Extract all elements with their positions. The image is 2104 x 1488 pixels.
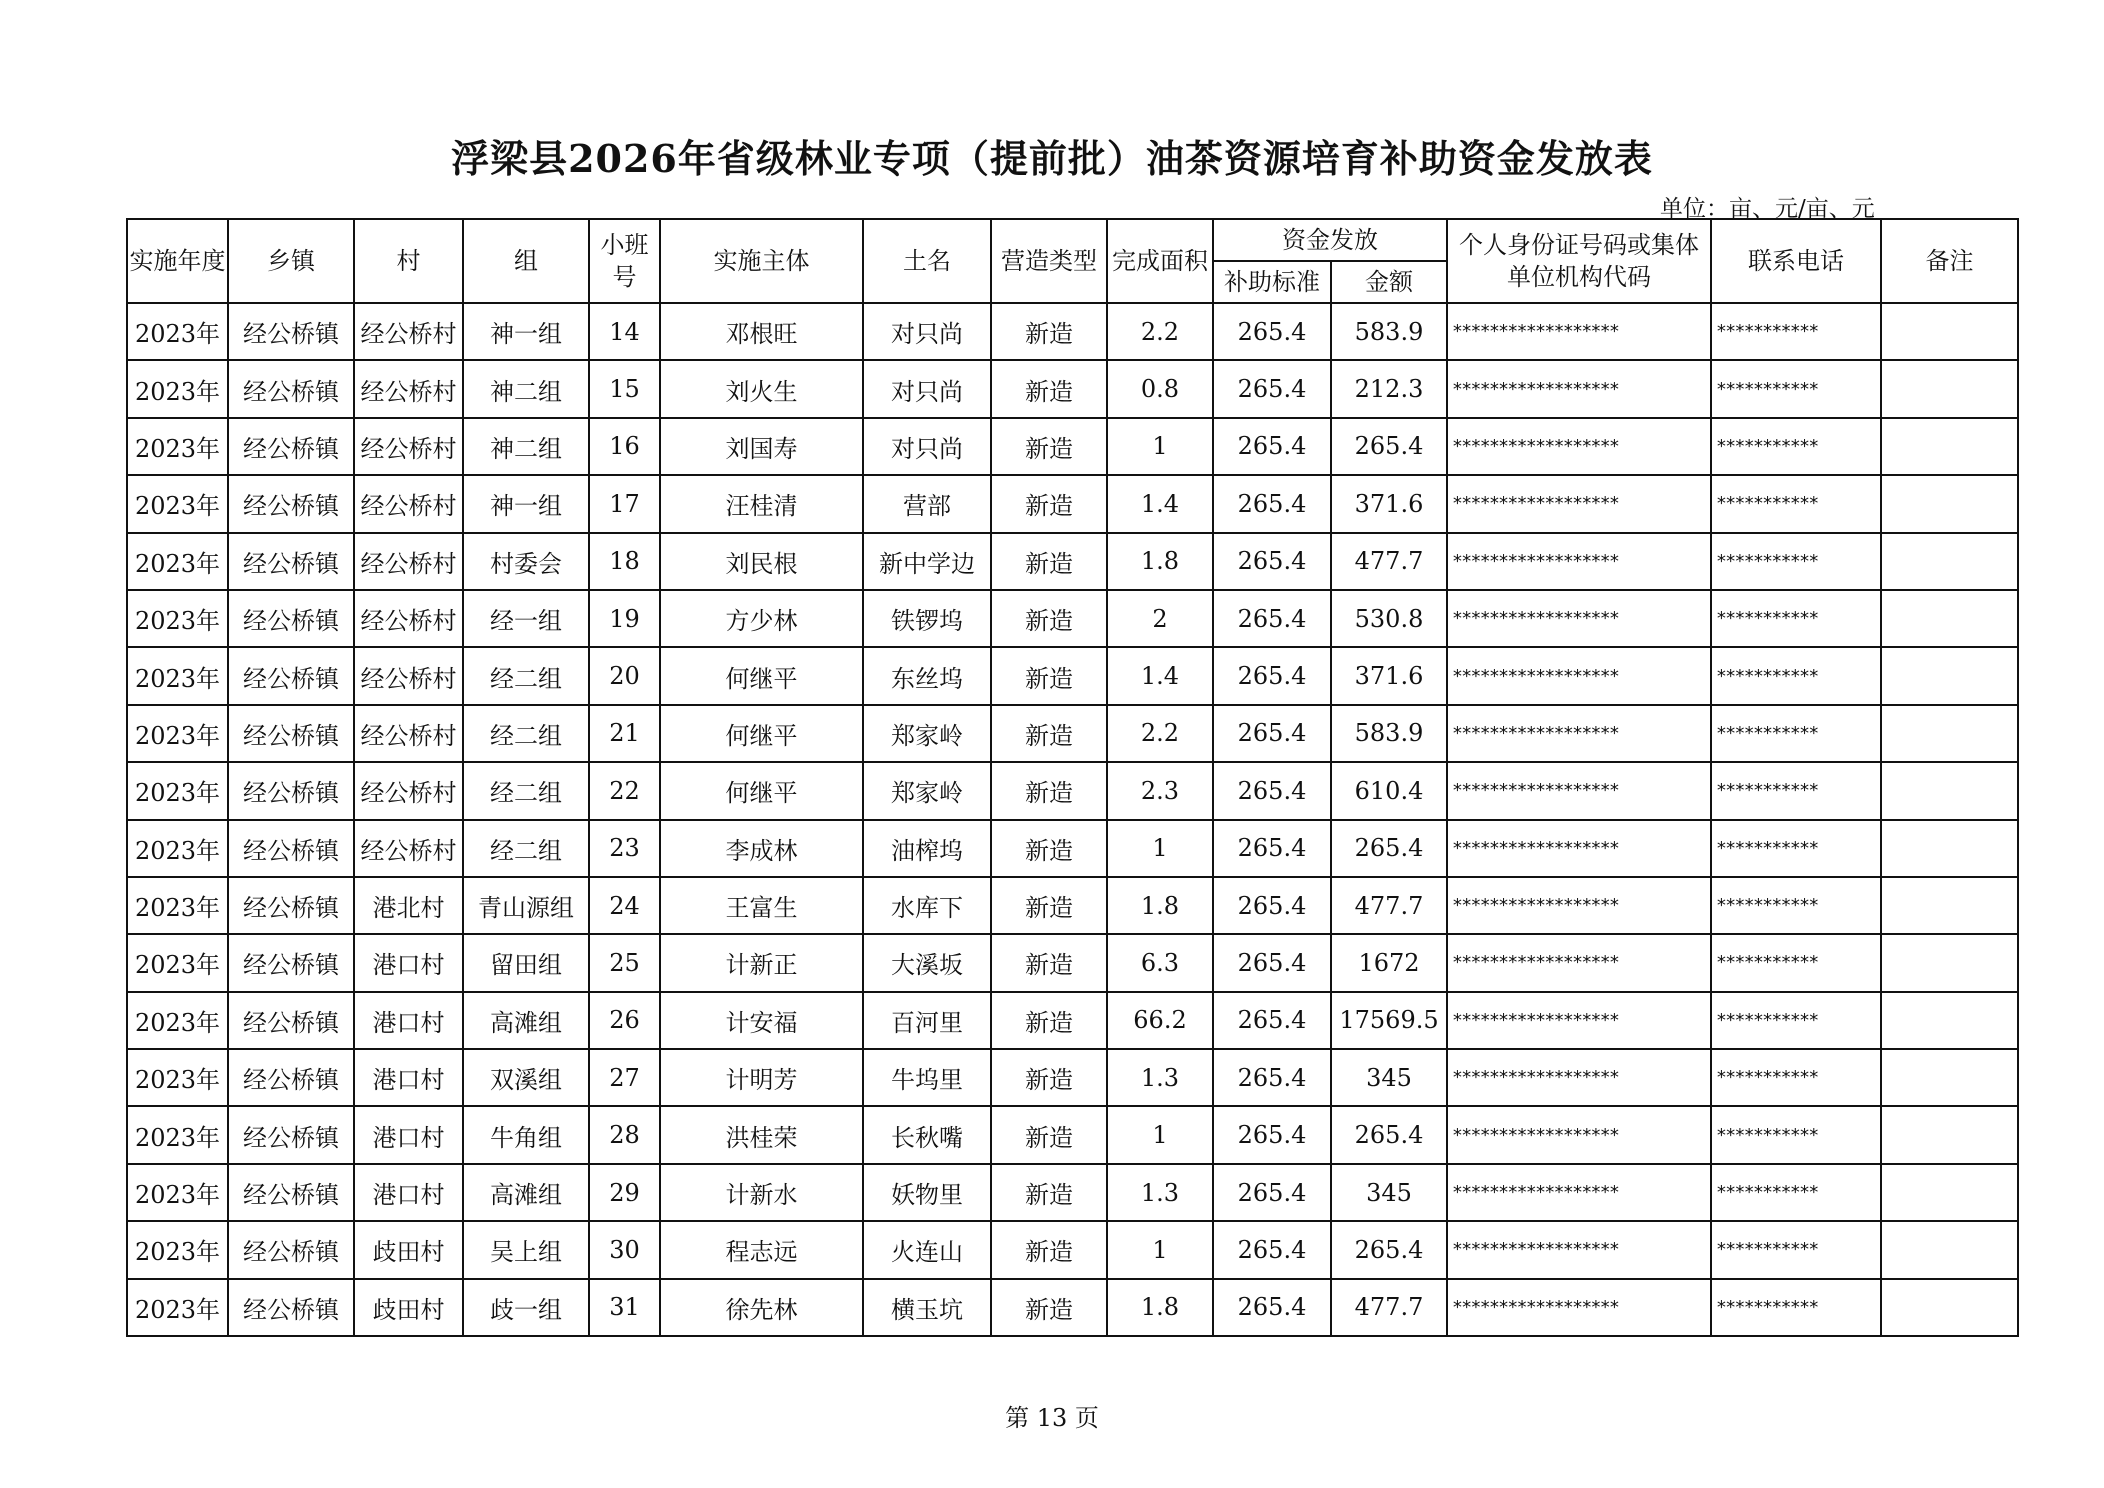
- cell-phone: ***********: [1711, 934, 1881, 991]
- cell-entity: 计明芳: [660, 1049, 863, 1106]
- cell-year: 2023年: [127, 1106, 228, 1163]
- cell-remark: [1881, 418, 2018, 475]
- cell-group: 青山源组: [463, 877, 589, 934]
- cell-village: 经公桥村: [354, 533, 463, 590]
- cell-place: 大溪坂: [863, 934, 991, 991]
- cell-entity: 洪桂荣: [660, 1106, 863, 1163]
- cell-remark: [1881, 934, 2018, 991]
- cell-place: 对只尚: [863, 418, 991, 475]
- cell-group: 高滩组: [463, 1164, 589, 1221]
- cell-plot-no: 23: [589, 820, 660, 877]
- cell-year: 2023年: [127, 820, 228, 877]
- cell-plot-no: 16: [589, 418, 660, 475]
- cell-amount: 265.4: [1331, 820, 1447, 877]
- cell-group: 牛角组: [463, 1106, 589, 1163]
- cell-phone: ***********: [1711, 590, 1881, 647]
- cell-area: 1: [1107, 820, 1213, 877]
- cell-standard: 265.4: [1213, 475, 1331, 532]
- cell-place: 铁锣坞: [863, 590, 991, 647]
- cell-area: 1.3: [1107, 1164, 1213, 1221]
- cell-standard: 265.4: [1213, 877, 1331, 934]
- cell-amount: 17569.5: [1331, 992, 1447, 1049]
- cell-remark: [1881, 1164, 2018, 1221]
- table-row: [127, 303, 2018, 360]
- cell-remark: [1881, 705, 2018, 762]
- cell-remark: [1881, 992, 2018, 1049]
- cell-place: 对只尚: [863, 303, 991, 360]
- header-group: 组: [463, 219, 589, 303]
- header-village: 村: [354, 219, 463, 303]
- cell-plot-no: 22: [589, 762, 660, 819]
- cell-town: 经公桥镇: [228, 820, 354, 877]
- cell-plot-no: 21: [589, 705, 660, 762]
- cell-area: 2.2: [1107, 705, 1213, 762]
- table-row: [127, 1164, 2018, 1221]
- cell-town: 经公桥镇: [228, 1164, 354, 1221]
- cell-plot-no: 30: [589, 1221, 660, 1278]
- cell-amount: 477.7: [1331, 1279, 1447, 1336]
- cell-plot-no: 20: [589, 647, 660, 704]
- cell-group: 经一组: [463, 590, 589, 647]
- cell-remark: [1881, 533, 2018, 590]
- table-row: [127, 360, 2018, 417]
- cell-group: 吴上组: [463, 1221, 589, 1278]
- cell-place: 横玉坑: [863, 1279, 991, 1336]
- cell-phone: ***********: [1711, 877, 1881, 934]
- cell-group: 留田组: [463, 934, 589, 991]
- cell-place: 水库下: [863, 877, 991, 934]
- table-row: [127, 820, 2018, 877]
- table-row: [127, 533, 2018, 590]
- cell-village: 歧田村: [354, 1279, 463, 1336]
- cell-town: 经公桥镇: [228, 590, 354, 647]
- cell-town: 经公桥镇: [228, 647, 354, 704]
- table-row: [127, 590, 2018, 647]
- cell-area: 1: [1107, 1106, 1213, 1163]
- cell-village: 经公桥村: [354, 590, 463, 647]
- cell-amount: 1672: [1331, 934, 1447, 991]
- cell-type: 新造: [991, 705, 1107, 762]
- cell-place: 郑家岭: [863, 762, 991, 819]
- cell-standard: 265.4: [1213, 533, 1331, 590]
- cell-entity: 何继平: [660, 647, 863, 704]
- cell-amount: 477.7: [1331, 533, 1447, 590]
- cell-town: 经公桥镇: [228, 705, 354, 762]
- header-remark: 备注: [1881, 219, 2018, 303]
- cell-remark: [1881, 1106, 2018, 1163]
- cell-year: 2023年: [127, 533, 228, 590]
- cell-plot-no: 18: [589, 533, 660, 590]
- cell-group: 双溪组: [463, 1049, 589, 1106]
- cell-plot-no: 26: [589, 992, 660, 1049]
- cell-area: 2: [1107, 590, 1213, 647]
- table-row: [127, 647, 2018, 704]
- cell-standard: 265.4: [1213, 303, 1331, 360]
- header-area: 完成面积: [1107, 219, 1213, 303]
- cell-standard: 265.4: [1213, 1164, 1331, 1221]
- cell-amount: 265.4: [1331, 1106, 1447, 1163]
- cell-entity: 刘民根: [660, 533, 863, 590]
- cell-town: 经公桥镇: [228, 303, 354, 360]
- header-plot-no: 小班号: [589, 219, 660, 303]
- cell-town: 经公桥镇: [228, 1049, 354, 1106]
- header-place: 土名: [863, 219, 991, 303]
- cell-phone: ***********: [1711, 1164, 1881, 1221]
- cell-group: 神二组: [463, 360, 589, 417]
- cell-village: 经公桥村: [354, 647, 463, 704]
- cell-area: 0.8: [1107, 360, 1213, 417]
- table-row: [127, 877, 2018, 934]
- cell-type: 新造: [991, 647, 1107, 704]
- header-standard: 补助标准: [1213, 261, 1331, 303]
- cell-year: 2023年: [127, 762, 228, 819]
- cell-id-code: ******************: [1447, 992, 1711, 1049]
- cell-plot-no: 25: [589, 934, 660, 991]
- cell-place: 火连山: [863, 1221, 991, 1278]
- cell-type: 新造: [991, 533, 1107, 590]
- cell-phone: ***********: [1711, 820, 1881, 877]
- cell-entity: 邓根旺: [660, 303, 863, 360]
- cell-group: 经二组: [463, 762, 589, 819]
- cell-group: 经二组: [463, 647, 589, 704]
- cell-town: 经公桥镇: [228, 1279, 354, 1336]
- cell-area: 2.3: [1107, 762, 1213, 819]
- cell-amount: 371.6: [1331, 475, 1447, 532]
- cell-standard: 265.4: [1213, 647, 1331, 704]
- cell-place: 妖物里: [863, 1164, 991, 1221]
- cell-plot-no: 27: [589, 1049, 660, 1106]
- cell-type: 新造: [991, 1221, 1107, 1278]
- cell-entity: 程志远: [660, 1221, 863, 1278]
- cell-type: 新造: [991, 877, 1107, 934]
- cell-standard: 265.4: [1213, 360, 1331, 417]
- cell-id-code: ******************: [1447, 647, 1711, 704]
- cell-village: 歧田村: [354, 1221, 463, 1278]
- cell-town: 经公桥镇: [228, 992, 354, 1049]
- cell-village: 经公桥村: [354, 418, 463, 475]
- cell-entity: 计新水: [660, 1164, 863, 1221]
- table-row: [127, 705, 2018, 762]
- cell-id-code: ******************: [1447, 934, 1711, 991]
- cell-year: 2023年: [127, 1164, 228, 1221]
- cell-place: 长秋嘴: [863, 1106, 991, 1163]
- cell-year: 2023年: [127, 992, 228, 1049]
- cell-id-code: ******************: [1447, 360, 1711, 417]
- cell-town: 经公桥镇: [228, 1221, 354, 1278]
- cell-year: 2023年: [127, 303, 228, 360]
- cell-type: 新造: [991, 1106, 1107, 1163]
- cell-phone: ***********: [1711, 360, 1881, 417]
- cell-amount: 583.9: [1331, 705, 1447, 762]
- cell-entity: 计安福: [660, 992, 863, 1049]
- cell-remark: [1881, 475, 2018, 532]
- cell-village: 港口村: [354, 992, 463, 1049]
- cell-type: 新造: [991, 360, 1107, 417]
- cell-entity: 何继平: [660, 705, 863, 762]
- cell-phone: ***********: [1711, 1279, 1881, 1336]
- cell-remark: [1881, 360, 2018, 417]
- cell-id-code: ******************: [1447, 1049, 1711, 1106]
- cell-town: 经公桥镇: [228, 1106, 354, 1163]
- cell-id-code: ******************: [1447, 590, 1711, 647]
- cell-type: 新造: [991, 418, 1107, 475]
- cell-town: 经公桥镇: [228, 877, 354, 934]
- header-entity: 实施主体: [660, 219, 863, 303]
- cell-phone: ***********: [1711, 647, 1881, 704]
- cell-area: 1.8: [1107, 877, 1213, 934]
- cell-place: 牛坞里: [863, 1049, 991, 1106]
- cell-plot-no: 24: [589, 877, 660, 934]
- cell-entity: 汪桂清: [660, 475, 863, 532]
- cell-year: 2023年: [127, 647, 228, 704]
- cell-place: 百河里: [863, 992, 991, 1049]
- cell-plot-no: 28: [589, 1106, 660, 1163]
- cell-entity: 徐先林: [660, 1279, 863, 1336]
- cell-phone: ***********: [1711, 418, 1881, 475]
- cell-amount: 265.4: [1331, 418, 1447, 475]
- cell-entity: 刘国寿: [660, 418, 863, 475]
- cell-phone: ***********: [1711, 705, 1881, 762]
- cell-area: 1.3: [1107, 1049, 1213, 1106]
- cell-place: 营部: [863, 475, 991, 532]
- cell-id-code: ******************: [1447, 820, 1711, 877]
- cell-group: 村委会: [463, 533, 589, 590]
- document-title: 浮梁县2026年省级林业专项（提前批）油茶资源培育补助资金发放表: [451, 136, 1653, 181]
- cell-remark: [1881, 1221, 2018, 1278]
- cell-remark: [1881, 1049, 2018, 1106]
- cell-standard: 265.4: [1213, 1106, 1331, 1163]
- table-row: [127, 1049, 2018, 1106]
- cell-town: 经公桥镇: [228, 934, 354, 991]
- cell-group: 神一组: [463, 475, 589, 532]
- cell-area: 1.4: [1107, 475, 1213, 532]
- cell-amount: 371.6: [1331, 647, 1447, 704]
- cell-town: 经公桥镇: [228, 418, 354, 475]
- header-amount: 金额: [1331, 261, 1447, 303]
- cell-id-code: ******************: [1447, 705, 1711, 762]
- cell-id-code: ******************: [1447, 762, 1711, 819]
- cell-phone: ***********: [1711, 475, 1881, 532]
- cell-plot-no: 15: [589, 360, 660, 417]
- cell-remark: [1881, 303, 2018, 360]
- header-town: 乡镇: [228, 219, 354, 303]
- cell-village: 经公桥村: [354, 360, 463, 417]
- cell-entity: 王富生: [660, 877, 863, 934]
- unit-note: 单位：亩、元/亩、元: [1660, 196, 1875, 222]
- cell-village: 经公桥村: [354, 762, 463, 819]
- cell-year: 2023年: [127, 1049, 228, 1106]
- cell-area: 1.8: [1107, 1279, 1213, 1336]
- cell-remark: [1881, 647, 2018, 704]
- cell-village: 港北村: [354, 877, 463, 934]
- cell-group: 神二组: [463, 418, 589, 475]
- cell-remark: [1881, 877, 2018, 934]
- cell-id-code: ******************: [1447, 1106, 1711, 1163]
- cell-village: 港口村: [354, 934, 463, 991]
- cell-amount: 265.4: [1331, 1221, 1447, 1278]
- cell-remark: [1881, 1279, 2018, 1336]
- cell-type: 新造: [991, 475, 1107, 532]
- cell-remark: [1881, 820, 2018, 877]
- cell-id-code: ******************: [1447, 1221, 1711, 1278]
- cell-remark: [1881, 762, 2018, 819]
- table-row: [127, 1221, 2018, 1278]
- cell-entity: 李成林: [660, 820, 863, 877]
- cell-place: 对只尚: [863, 360, 991, 417]
- table-row: [127, 1279, 2018, 1336]
- cell-group: 经二组: [463, 705, 589, 762]
- cell-area: 1: [1107, 1221, 1213, 1278]
- cell-year: 2023年: [127, 1221, 228, 1278]
- cell-entity: 何继平: [660, 762, 863, 819]
- table-body: [127, 303, 2018, 1336]
- cell-amount: 345: [1331, 1049, 1447, 1106]
- cell-area: 1.8: [1107, 533, 1213, 590]
- cell-year: 2023年: [127, 418, 228, 475]
- cell-remark: [1881, 590, 2018, 647]
- header-funding: 资金发放: [1213, 219, 1447, 261]
- cell-type: 新造: [991, 303, 1107, 360]
- cell-amount: 610.4: [1331, 762, 1447, 819]
- header-id-code: 个人身份证号码或集体单位机构代码: [1447, 219, 1711, 303]
- cell-amount: 477.7: [1331, 877, 1447, 934]
- table-row: [127, 992, 2018, 1049]
- cell-year: 2023年: [127, 475, 228, 532]
- cell-id-code: ******************: [1447, 418, 1711, 475]
- header-year: 实施年度: [127, 219, 228, 303]
- table-row: [127, 1106, 2018, 1163]
- cell-standard: 265.4: [1213, 1221, 1331, 1278]
- cell-phone: ***********: [1711, 1049, 1881, 1106]
- cell-id-code: ******************: [1447, 877, 1711, 934]
- table-row: [127, 418, 2018, 475]
- cell-place: 郑家岭: [863, 705, 991, 762]
- cell-phone: ***********: [1711, 762, 1881, 819]
- cell-year: 2023年: [127, 1279, 228, 1336]
- cell-amount: 345: [1331, 1164, 1447, 1221]
- cell-amount: 583.9: [1331, 303, 1447, 360]
- cell-town: 经公桥镇: [228, 475, 354, 532]
- cell-plot-no: 14: [589, 303, 660, 360]
- cell-id-code: ******************: [1447, 1164, 1711, 1221]
- cell-year: 2023年: [127, 590, 228, 647]
- cell-standard: 265.4: [1213, 820, 1331, 877]
- cell-amount: 212.3: [1331, 360, 1447, 417]
- cell-area: 66.2: [1107, 992, 1213, 1049]
- cell-standard: 265.4: [1213, 590, 1331, 647]
- cell-area: 1: [1107, 418, 1213, 475]
- cell-type: 新造: [991, 590, 1107, 647]
- cell-standard: 265.4: [1213, 934, 1331, 991]
- cell-village: 经公桥村: [354, 303, 463, 360]
- cell-phone: ***********: [1711, 1221, 1881, 1278]
- cell-village: 经公桥村: [354, 705, 463, 762]
- cell-area: 1.4: [1107, 647, 1213, 704]
- cell-place: 东丝坞: [863, 647, 991, 704]
- cell-group: 神一组: [463, 303, 589, 360]
- cell-year: 2023年: [127, 705, 228, 762]
- cell-type: 新造: [991, 762, 1107, 819]
- table-row: [127, 762, 2018, 819]
- cell-amount: 530.8: [1331, 590, 1447, 647]
- cell-village: 港口村: [354, 1164, 463, 1221]
- cell-village: 港口村: [354, 1049, 463, 1106]
- cell-id-code: ******************: [1447, 533, 1711, 590]
- cell-place: 新中学边: [863, 533, 991, 590]
- cell-plot-no: 31: [589, 1279, 660, 1336]
- table-row: [127, 475, 2018, 532]
- subsidy-table: [126, 218, 2019, 1337]
- cell-type: 新造: [991, 1279, 1107, 1336]
- page-number: 第 13 页: [1005, 1404, 1099, 1432]
- cell-entity: 计新正: [660, 934, 863, 991]
- cell-year: 2023年: [127, 360, 228, 417]
- cell-phone: ***********: [1711, 533, 1881, 590]
- cell-standard: 265.4: [1213, 992, 1331, 1049]
- cell-type: 新造: [991, 992, 1107, 1049]
- header-phone: 联系电话: [1711, 219, 1881, 303]
- cell-plot-no: 19: [589, 590, 660, 647]
- cell-group: 经二组: [463, 820, 589, 877]
- cell-town: 经公桥镇: [228, 762, 354, 819]
- cell-town: 经公桥镇: [228, 533, 354, 590]
- cell-standard: 265.4: [1213, 1279, 1331, 1336]
- cell-id-code: ******************: [1447, 1279, 1711, 1336]
- cell-entity: 方少林: [660, 590, 863, 647]
- cell-village: 经公桥村: [354, 475, 463, 532]
- header-type: 营造类型: [991, 219, 1107, 303]
- cell-area: 6.3: [1107, 934, 1213, 991]
- cell-year: 2023年: [127, 934, 228, 991]
- cell-area: 2.2: [1107, 303, 1213, 360]
- cell-entity: 刘火生: [660, 360, 863, 417]
- cell-phone: ***********: [1711, 1106, 1881, 1163]
- cell-phone: ***********: [1711, 992, 1881, 1049]
- cell-plot-no: 17: [589, 475, 660, 532]
- cell-village: 经公桥村: [354, 820, 463, 877]
- cell-id-code: ******************: [1447, 475, 1711, 532]
- cell-group: 高滩组: [463, 992, 589, 1049]
- cell-type: 新造: [991, 1049, 1107, 1106]
- cell-id-code: ******************: [1447, 303, 1711, 360]
- cell-village: 港口村: [354, 1106, 463, 1163]
- cell-standard: 265.4: [1213, 418, 1331, 475]
- cell-type: 新造: [991, 1164, 1107, 1221]
- cell-standard: 265.4: [1213, 705, 1331, 762]
- cell-phone: ***********: [1711, 303, 1881, 360]
- cell-group: 歧一组: [463, 1279, 589, 1336]
- cell-place: 油榨坞: [863, 820, 991, 877]
- cell-standard: 265.4: [1213, 762, 1331, 819]
- cell-type: 新造: [991, 820, 1107, 877]
- cell-year: 2023年: [127, 877, 228, 934]
- table-row: [127, 934, 2018, 991]
- cell-plot-no: 29: [589, 1164, 660, 1221]
- cell-standard: 265.4: [1213, 1049, 1331, 1106]
- cell-type: 新造: [991, 934, 1107, 991]
- cell-town: 经公桥镇: [228, 360, 354, 417]
